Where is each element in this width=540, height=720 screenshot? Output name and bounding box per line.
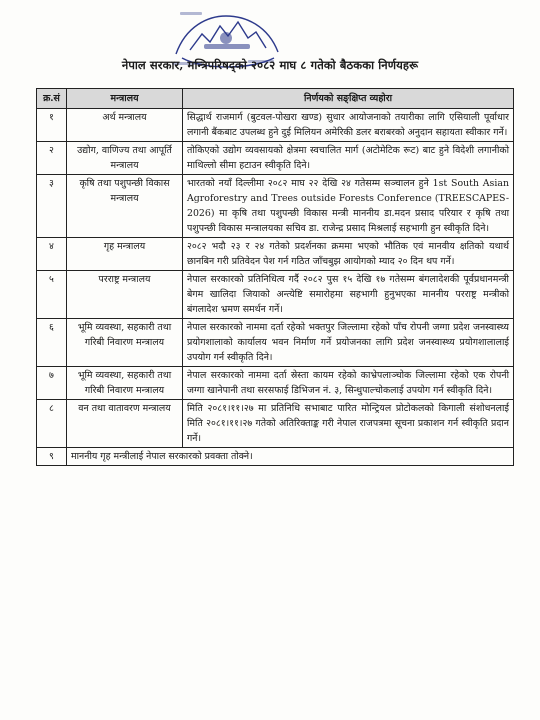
table-row (37, 271, 514, 319)
row-decision-summary: सिद्धार्थ राजमार्ग (बुटवल-पोखरा खण्ड) सुधार आयोजनाको तयारीका लागि एसियाली पूर्वाधार लगानी बैंकबाट उपलब्ध हुने दुई मिलियन अमेरिकी डलर बराबरको अनुदान सहायता स्वीकार गर्ने। (183, 109, 514, 142)
row-serial-number: ६ (37, 319, 67, 367)
row-ministry: कृषि तथा पशुपन्छी विकास मन्त्रालय (67, 175, 183, 238)
row-serial-number: ८ (37, 400, 67, 448)
header-ministry: मन्त्रालय (67, 89, 183, 109)
table-row (37, 400, 514, 448)
row-ministry: उद्योग, वाणिज्य तथा आपूर्ति मन्त्रालय (67, 142, 183, 175)
row-decision-summary: मिति २०८१।११।२७ मा प्रतिनिधि सभाबाट पारित मोन्ट्रियल प्रोटोकलको किगाली संशोधनलाई मिति २०८१।११।२७ गतेको अतिरिक्ताङ्क गरी नेपाल राजपत्रमा सूचना प्रकाशन गर्न स्वीकृति प्रदान गर्ने। (183, 400, 514, 448)
row-serial-number: ४ (37, 238, 67, 271)
header-decision-summary: निर्णयको सङ्क्षिप्त व्यहोरा (183, 89, 514, 109)
table-row (37, 319, 514, 367)
row-serial-number: २ (37, 142, 67, 175)
document-title: नेपाल सरकार, मन्त्रिपरिषद्को २०८२ माघ ८ गतेको बैठकका निर्णयहरू (121, 58, 419, 72)
table-row (37, 367, 514, 400)
row-ministry: अर्थ मन्त्रालय (67, 109, 183, 142)
header-serial-number: क्र.सं (37, 89, 67, 109)
table-row (37, 448, 514, 466)
row-serial-number: १ (37, 109, 67, 142)
row-ministry: भूमि व्यवस्था, सहकारी तथा गरिबी निवारण मन्त्रालय (67, 367, 183, 400)
row-ministry: परराष्ट्र मन्त्रालय (67, 271, 183, 319)
row-ministry: गृह मन्त्रालय (67, 238, 183, 271)
row-decision-summary: नेपाल सरकारको नाममा दर्ता रहेको भक्तपुर जिल्लामा रहेको पाँच रोपनी जग्गा प्रदेश जनस्वास्थ्य प्रयोगशालाको कार्यालय भवन निर्माण गर्ने प्रयोजनका लागि प्रदेश जनस्वास्थ्य प्रयोगशालालाई उपयोग गर्न स्वीकृति दिने। (183, 319, 514, 367)
table-row (37, 142, 514, 175)
table-row (37, 175, 514, 238)
row-decision-summary: तोकिएको उद्योग व्यवसायको क्षेत्रमा स्वचालित मार्ग (अटोमेटिक रूट) बाट हुने विदेशी लगानीको माथिल्लो सीमा हटाउन स्वीकृति दिने। (183, 142, 514, 175)
decisions-table (36, 88, 514, 466)
row-serial-number: ५ (37, 271, 67, 319)
table-row (37, 109, 514, 142)
row-decision-summary: २०८२ भदौ २३ र २४ गतेको प्रदर्शनका क्रममा भएको भौतिक एवं मानवीय क्षतिको यथार्थ छानबिन गरी प्रतिवेदन पेश गर्न गठित जाँचबुझ आयोगको म्याद २० दिन थप गर्ने। (183, 238, 514, 271)
table-row (37, 238, 514, 271)
row-decision-summary: नेपाल सरकारको नाममा दर्ता स्रेस्ता कायम रहेको काभ्रेपलाञ्चोक जिल्लामा रहेको एक रोपनी जग्गा खानेपानी तथा सरसफाई डिभिजन नं. ३, सिन्धुपाल्चोकलाई उपयोग गर्न स्वीकृति दिने। (183, 367, 514, 400)
row-serial-number: ३ (37, 175, 67, 238)
row-decision-summary: भारतको नयाँ दिल्लीमा २०८२ माघ २२ देखि २४ गतेसम्म सञ्चालन हुने 1st South Asian Agroforestry and Trees outside Forests Conference (TREESCAPES-2026) मा कृषि तथा पशुपन्छी विकास मन्त्री माननीय डा.मदन प्रसाद परियार र कृषि तथा पशुपन्छी विकास मन्त्रालयका सचिव डा. राजेन्द्र प्रसाद मिश्रलाई सहभागी हुन स्वीकृति दिने। (183, 175, 514, 238)
row-serial-number: ७ (37, 367, 67, 400)
row-decision-summary: नेपाल सरकारको प्रतिनिधित्व गर्दै २०८२ पुस १५ देखि १७ गतेसम्म बंगलादेशकी पूर्वप्रधानमन्त्री बेगम खालिदा जियाको अन्त्येष्टि समारोहमा सहभागी हुनुभएका माननीय परराष्ट्र मन्त्रीको बंगलादेश भ्रमण समर्थन गर्ने। (183, 271, 514, 319)
row-ministry: भूमि व्यवस्था, सहकारी तथा गरिबी निवारण मन्त्रालय (67, 319, 183, 367)
table-header-row (37, 89, 514, 109)
row-serial-number: ९ (37, 448, 67, 466)
row-decision-summary: माननीय गृह मन्त्रीलाई नेपाल सरकारको प्रवक्ता तोक्ने। (67, 448, 514, 466)
row-ministry: वन तथा वातावरण मन्त्रालय (67, 400, 183, 448)
